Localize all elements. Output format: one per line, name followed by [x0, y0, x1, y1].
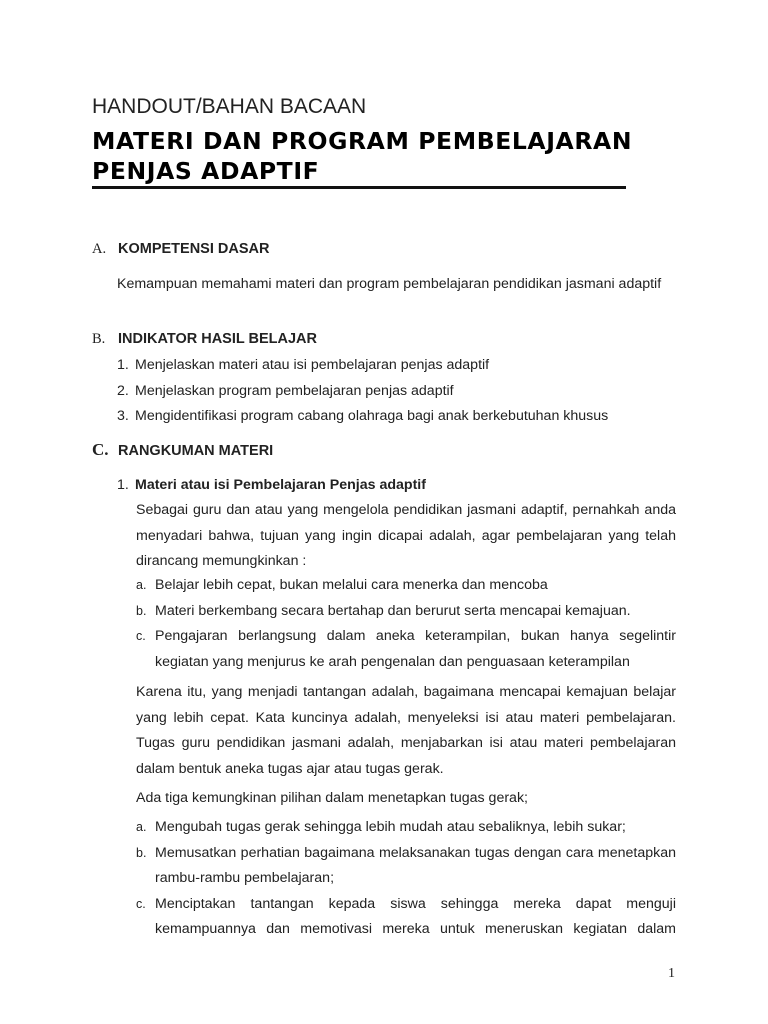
- intro-paragraph: Sebagai guru dan atau yang mengelola pendidikan jasmani adaptif, pernahkah anda menyadari bahwa, tujuan yang ingin dicapai adalah, agar pembelajaran yang telah dirancang memungkinkan :: [136, 502, 676, 569]
- section-c-heading: [92, 440, 273, 460]
- section-a-text: Kemampuan memahami materi dan program pembelajaran pendidikan jasmani adaptif: [117, 276, 662, 292]
- list-item: c. Menciptakan tantangan kepada siswa sehingga mereka dapat menguji kemampuannya dan memotivasi mereka untuk meneruskan kegiatan dalam: [136, 895, 676, 937]
- section-letter: A.: [92, 241, 107, 257]
- list-item: a. Belajar lebih cepat, bukan melalui cara menerka dan mencoba: [136, 577, 548, 593]
- section-a-heading: [92, 241, 269, 258]
- section-letter: C.: [92, 440, 109, 459]
- document-title: [92, 126, 632, 186]
- section-title: KOMPETENSI DASAR: [118, 241, 270, 257]
- options-intro: Ada tiga kemungkinan pilihan dalam menetapkan tugas gerak;: [136, 790, 528, 806]
- list-item: b. Memusatkan perhatian bagaimana melaksanakan tugas dengan cara menetapkan rambu-rambu pembelajaran;: [136, 844, 676, 886]
- list-item: a. Mengubah tugas gerak sehingga lebih mudah atau sebaliknya, lebih sukar;: [136, 819, 626, 835]
- options-list: [136, 815, 676, 943]
- indicator-list: [117, 353, 687, 430]
- list-item: 2. Menjelaskan program pembelajaran penjas adaptif: [117, 382, 454, 399]
- list-item: b. Materi berkembang secara bertahap dan berurut serta mencapai kemajuan.: [136, 602, 631, 619]
- challenge-paragraph: Karena itu, yang menjadi tantangan adalah, bagaimana mencapai kemajuan belajar yang lebih cepat. Kata kuncinya adalah, menyeleksi isi atau materi pembelajaran. Tugas guru pendidikan jasmani adalah, menjabarkan isi atau materi pembelajaran dalam bentuk aneka tugas ajar atau tugas gerak.: [136, 684, 676, 777]
- outcome-list: [136, 573, 676, 675]
- list-item: 1. Menjelaskan materi atau isi pembelajaran penjas adaptif: [117, 357, 490, 373]
- list-item: 3. Mengidentifikasi program cabang olahraga bagi anak berkebutuhan khusus: [117, 408, 609, 424]
- list-item: c. Pengajaran berlangsung dalam aneka keterampilan, bukan hanya segelintir kegiatan yang menjurus ke arah pengenalan dan penguasaan keterampilan: [136, 628, 676, 670]
- section-b-heading: [92, 331, 317, 348]
- title-underline: [92, 186, 626, 189]
- page-number: 1: [668, 966, 675, 981]
- document-subtitle: HANDOUT/BAHAN BACAAN: [92, 95, 367, 118]
- section-title: RANGKUMAN MATERI: [118, 443, 274, 459]
- subsection-heading: 1. Materi atau isi Pembelajaran Penjas adaptif: [117, 477, 426, 493]
- section-letter: B.: [92, 331, 106, 347]
- section-title: INDIKATOR HASIL BELAJAR: [118, 331, 317, 347]
- title-line-1: MATERI DAN PROGRAM PEMBELAJARAN: [92, 127, 633, 155]
- title-line-2: PENJAS ADAPTIF: [92, 157, 320, 185]
